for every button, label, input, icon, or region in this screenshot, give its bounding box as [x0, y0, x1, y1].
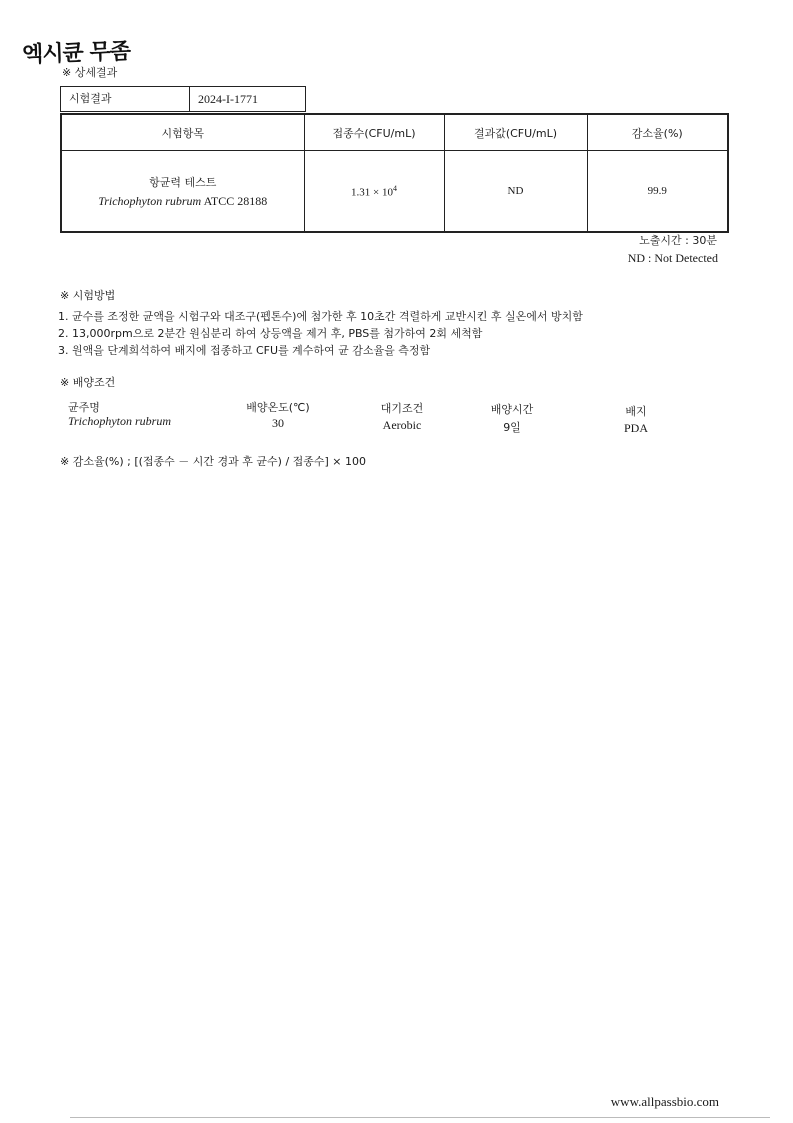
- exposure-time-note: 노출시간 : 30분: [639, 234, 717, 247]
- culture-header-strain: 균주명: [68, 401, 100, 414]
- reduction-formula: ※ 감소율(%) ; [(접종수 － 시간 경과 후 균수) / 접종수] × 100: [60, 455, 367, 468]
- report-number: 2024-I-1771: [198, 92, 258, 106]
- method-step-2: 2. 13,000rpm으로 2분간 원심분리 하여 상등액을 제거 후, PBS를 첨가하여 2회 세척함: [58, 327, 483, 340]
- report-number-box: [60, 86, 306, 112]
- header-result: 결과값(CFU/mL): [444, 114, 587, 151]
- culture-header-temp: 배양온도(℃): [246, 401, 310, 414]
- culture-medium: PDA: [623, 421, 648, 435]
- culture-header-atmosphere: 대기조건: [380, 402, 424, 415]
- nd-note: ND : Not Detected: [627, 251, 718, 265]
- organism-name: Trichophyton rubrum: [98, 193, 202, 208]
- website-url: www.allpassbio.com: [610, 1094, 719, 1109]
- inoculum-cell: [304, 151, 444, 233]
- report-label: 시험결과: [61, 87, 190, 111]
- header-reduction: 감소율(%): [587, 114, 728, 151]
- method-step-1: 1. 균수를 조정한 균액을 시험구와 대조구(펩톤수)에 첨가한 후 10초간 격렬하게 교반시킨 후 실온에서 방치함: [58, 310, 583, 323]
- culture-heading: ※ 배양조건: [60, 376, 116, 389]
- culture-atmosphere: Aerobic: [382, 418, 422, 432]
- culture-strain: Trichophyton rubrum: [68, 414, 172, 428]
- inoculum-exponent: 4: [392, 183, 397, 193]
- method-step-3: 3. 원액을 단계희석하여 배지에 접종하고 CFU를 계수하여 균 감소율을 측정함: [58, 344, 431, 357]
- results-table: [60, 113, 729, 233]
- inoculum-base: 1.31 × 10: [351, 186, 393, 199]
- method-heading: ※ 시험방법: [60, 289, 116, 302]
- strain-id: ATCC 28188: [203, 193, 268, 208]
- footer-divider: [70, 1117, 770, 1118]
- test-item-cell: [61, 151, 304, 233]
- result-cell: ND: [444, 151, 587, 233]
- culture-time: 9일: [503, 421, 521, 434]
- culture-header-medium: 배지: [625, 405, 647, 418]
- reduction-cell: 99.9: [587, 151, 728, 233]
- header-test-item: 시험항목: [61, 114, 304, 151]
- table-row: [61, 151, 728, 233]
- detail-heading: ※ 상세결과: [62, 66, 118, 79]
- culture-header-time: 배양시간: [490, 403, 534, 416]
- culture-temp: 30: [272, 416, 284, 430]
- test-name: 항균력 테스트: [149, 175, 217, 189]
- organism-strain: [63, 194, 303, 209]
- header-inoculum: 접종수(CFU/mL): [304, 114, 444, 151]
- handwritten-note: 엑시큔 무좀: [21, 39, 131, 68]
